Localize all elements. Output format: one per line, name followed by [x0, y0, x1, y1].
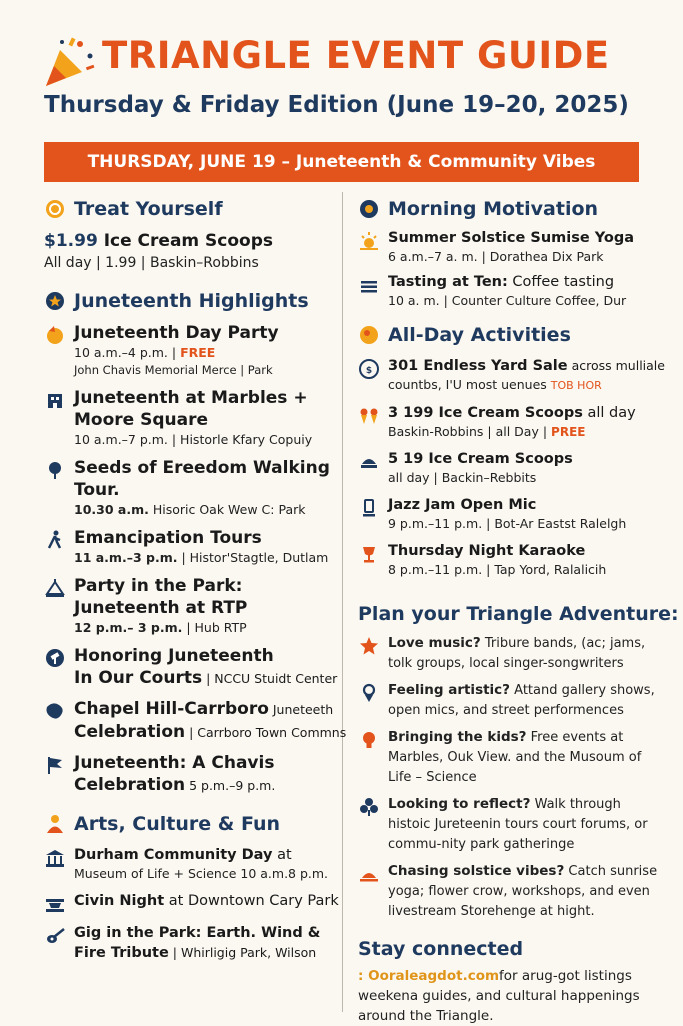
page-subtitle: Thursday & Friday Edition (June 19–20, 2025) — [44, 92, 629, 118]
list-item: Chasing solstice vibes? Catch sunrise yoga; flower crow, workshops, and even livestream Storehenge at hight. — [358, 861, 658, 922]
star-icon — [358, 635, 380, 657]
list-item: Tasting at Ten: Coffee tasting 10 a. m. | Counter Culture Coffee, Dur — [358, 272, 658, 310]
star-badge-icon — [44, 290, 66, 312]
list-item: Jazz Jam Open Mic 9 p.m.–11 p.m. | Bot-Ar Eastst Ralelgh — [358, 495, 658, 533]
guitar-icon — [44, 925, 66, 947]
person-icon — [44, 813, 66, 835]
column-divider — [342, 192, 343, 1012]
list-item: $ 301 Endless Yard Sale across mulliale countbs, I'U most uenues TOB HOR — [358, 356, 658, 395]
list-item: Juneteenth Day Party 10 a.m.–4 p.m. | FREE John Chavis Memorial Merce | Park — [44, 322, 336, 379]
list-item: Seeds of Ereedom Walking Tour. 10.30 a.m. Hisoric Oak Wew C: Park — [44, 457, 336, 519]
section-heading-juneteenth: Juneteenth Highlights — [44, 288, 336, 314]
museum-icon — [44, 847, 66, 869]
list-item: Feeling artistic? Attand gallery shows, open mics, and street performences — [358, 680, 658, 721]
list-item: Civin Night at Downtown Cary Park — [44, 891, 336, 915]
sunset-icon — [358, 863, 380, 885]
lightbulb-icon — [358, 729, 380, 751]
coin-icon — [44, 198, 66, 220]
right-column — [358, 196, 679, 1026]
stay-connected-text: : Ooraleagdot.comfor arug-got listings weekena guides, and cultural happenings around the Triangle. — [358, 968, 640, 1024]
list-item: Juneteenth: A Chavis Celebration 5 p.m.–9 p.m. — [44, 752, 336, 797]
list-item: Looking to reflect? Walk through histoic Jureteenin tours court forums, or commu-nity park gatheringe — [358, 794, 658, 855]
list-item: Gig in the Park: Earth. Wind & Fire Tribute | Whirligig Park, Wilson — [44, 923, 336, 963]
section-heading-treat: Treat Yourself — [44, 196, 336, 222]
list-item: Durham Community Day at Museum of Life + Science 10 a.m.8 p.m. — [44, 845, 336, 883]
section-heading-allday: All-Day Activities — [358, 322, 658, 348]
tag-icon — [358, 358, 380, 380]
list-item: $1.99 Ice Cream Scoops All day | 1.99 | Baskin–Robbins — [44, 231, 274, 271]
day-banner: THURSDAY, JUNE 19 – Juneteenth & Community Vibes — [44, 142, 639, 182]
section-heading-plan: Plan your Triangle Adventure: — [358, 603, 679, 625]
ribbon-icon — [44, 893, 66, 915]
tree-icon — [44, 459, 66, 481]
section-heading-stay: Stay connected — [358, 938, 524, 960]
pin-icon — [358, 682, 380, 704]
cone-icon — [358, 451, 380, 473]
gavel-icon — [44, 647, 66, 669]
list-item: Chapel Hill-Carrboro Juneteeth Celebration | Carrboro Town Commns — [44, 698, 336, 744]
list-item: 3 199 Ice Cream Scoops all day Baskin-Robbins | all Day | PREE — [358, 403, 658, 441]
list-item: Summer Solstice Sumise Yoga 6 a.m.–7 a. m. | Dorathea Dix Park — [358, 228, 658, 266]
trophy-icon — [358, 543, 380, 565]
list-item: 5 19 Ice Cream Scoops all day | Backin–Rebbits — [358, 449, 658, 487]
party-face-icon — [44, 324, 66, 346]
tent-icon — [44, 577, 66, 599]
sun-globe-icon — [358, 198, 380, 220]
list-item: Party in the Park: Juneteenth at RTP 12 p.m.– 3 p.m. | Hub RTP — [44, 575, 336, 637]
section-heading-morning: Morning Motivation — [358, 196, 658, 222]
section-heading-arts: Arts, Culture & Fun — [44, 811, 336, 837]
sunrise-icon — [358, 230, 380, 252]
list-item: Emancipation Tours 11 a.m.–3 p.m. | Histor'Stagtle, Dutlam — [44, 527, 336, 567]
icecream-icon — [358, 405, 380, 427]
coffee-icon — [358, 274, 380, 296]
svg-text:$: $ — [365, 366, 373, 376]
list-item: Juneteenth at Marbles + Moore Square 10 a.m.–7 p.m. | Historle Kfary Copuiy — [44, 387, 336, 449]
flag-icon — [44, 754, 66, 776]
puzzle-icon — [358, 796, 380, 818]
sun-icon — [358, 324, 380, 346]
building-icon — [44, 389, 66, 411]
list-item: Love music? Tribure bands, (ac; jams, tolk groups, local singer-songwriters — [358, 633, 658, 674]
map-icon — [44, 700, 66, 722]
page-title: TRIANGLE EVENT GUIDE — [102, 34, 610, 77]
walker-icon — [44, 529, 66, 551]
party-popper-icon — [42, 36, 96, 90]
list-item: Thursday Night Karaoke 8 p.m.–11 p.m. | Tap Yord, Ralalicih — [358, 541, 658, 579]
list-item: Honoring Juneteenth In Our Courts | NCCU Stuidt Center — [44, 645, 336, 690]
left-column — [44, 196, 347, 963]
list-item: Bringing the kids? Free events at Marbles, Ouk View. and the Musoum of Life – Science — [358, 727, 658, 788]
website-link[interactable]: : Ooraleagdot.com — [358, 968, 500, 984]
header — [0, 0, 683, 135]
mic-icon — [358, 497, 380, 519]
